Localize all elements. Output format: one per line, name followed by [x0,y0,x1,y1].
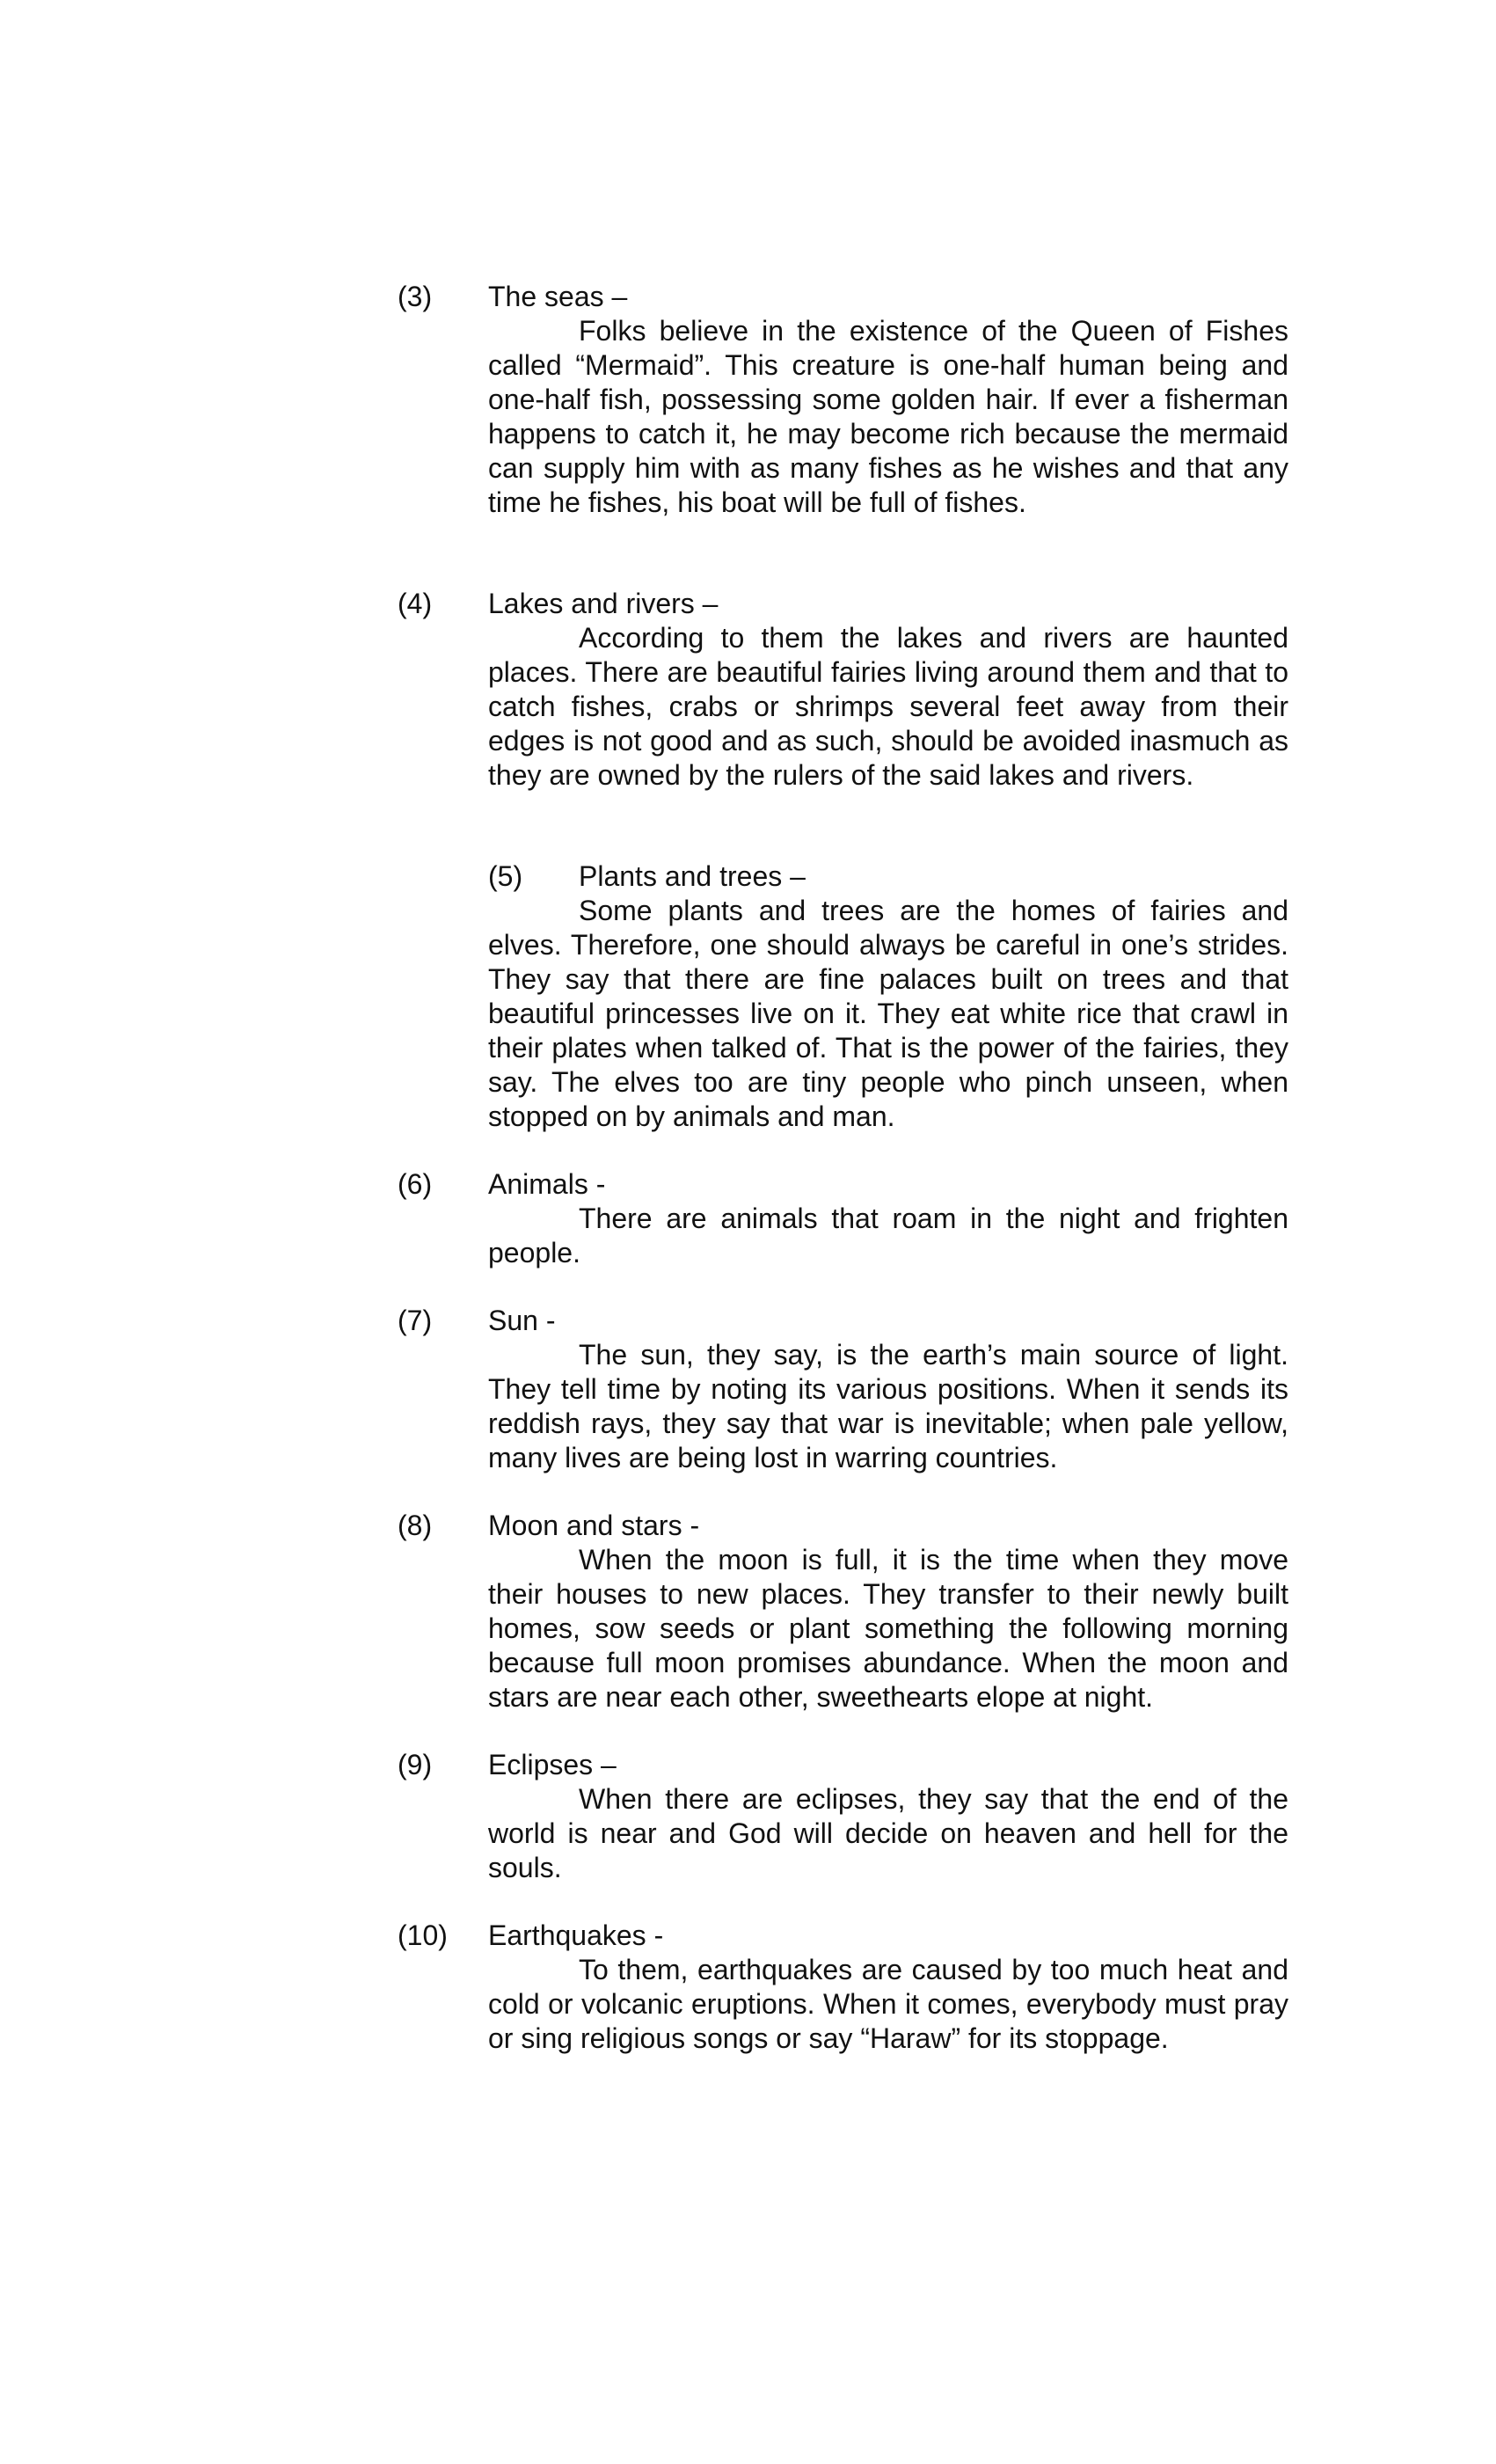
section-number: (10) [398,1919,448,1951]
section-number: (7) [398,1305,433,1336]
section-number: (9) [398,1749,433,1780]
section-text: When there are eclipses, they say that the end of the world is near and God will decide on heaven and hell for the souls. [488,1783,1288,1883]
section-body [488,1167,1288,1270]
section-title: Sun - [488,1305,556,1336]
section-body [488,1919,1288,2056]
section-body [488,1304,1288,1475]
section-text: When the moon is full, it is the time when they move their houses to new places. They transfer to their newly built homes, sow seeds or plant something the following morning because full moon promises abundance. When the moon and stars are near each other, sweethearts elope at night. [488,1544,1288,1713]
section-title: The seas – [488,281,628,312]
section-heading-line [488,859,1288,894]
section-number: (4) [398,588,433,619]
section-body [488,1509,1288,1715]
section-text: To them, earthquakes are caused by too much heat and cold or volcanic eruptions. When it comes, everybody must pray or sing religious songs or say “Haraw” for its stoppage. [488,1954,1288,2054]
section-number: (6) [398,1168,433,1200]
section-text: There are animals that roam in the night and frighten people. [488,1203,1288,1269]
section-number: (8) [398,1510,433,1541]
section-text: According to them the lakes and rivers are haunted places. There are beautiful fairies living around them and that to catch fishes, crabs or shrimps several feet away from their edges is not good and as such, should be avoided inasmuch as they are owned by the rulers of the said lakes and rivers. [488,622,1288,791]
section-body [488,280,1288,520]
section-title: Earthquakes - [488,1919,664,1951]
section-text: Folks believe in the existence of the Queen of Fishes called “Mermaid”. This creature is one-half human being and one-half fish, possessing some golden hair. If ever a fisherman happens to catch it, he may become rich because the mermaid can supply him with as many fishes as he wishes and that any time he fishes, his boat will be full of fishes. [488,315,1288,518]
section-number: (5) [488,860,523,892]
section-title: Moon and stars - [488,1510,700,1541]
section-body [488,1748,1288,1885]
section-text: The sun, they say, is the earth’s main source of light. They tell time by noting its various positions. When it sends its reddish rays, they say that war is inevitable; when pale yellow, many lives are being lost in warring countries. [488,1339,1288,1473]
section-title: Lakes and rivers – [488,588,719,619]
section-title: Eclipses – [488,1749,617,1780]
section-title: Animals - [488,1168,606,1200]
section-body [488,859,1288,1134]
section-text: Some plants and trees are the homes of fairies and elves. Therefore, one should always be careful in one’s strides. They say that there are fine palaces built on trees and that beautiful princesses live on it. They eat white rice that crawl in their plates when talked of. That is the power of the fairies, they say. The elves too are tiny people who pinch unseen, when stopped on by animals and man. [488,895,1288,1132]
section-body [488,587,1288,793]
section-number: (3) [398,281,433,312]
section-title: Plants and trees – [579,860,806,892]
